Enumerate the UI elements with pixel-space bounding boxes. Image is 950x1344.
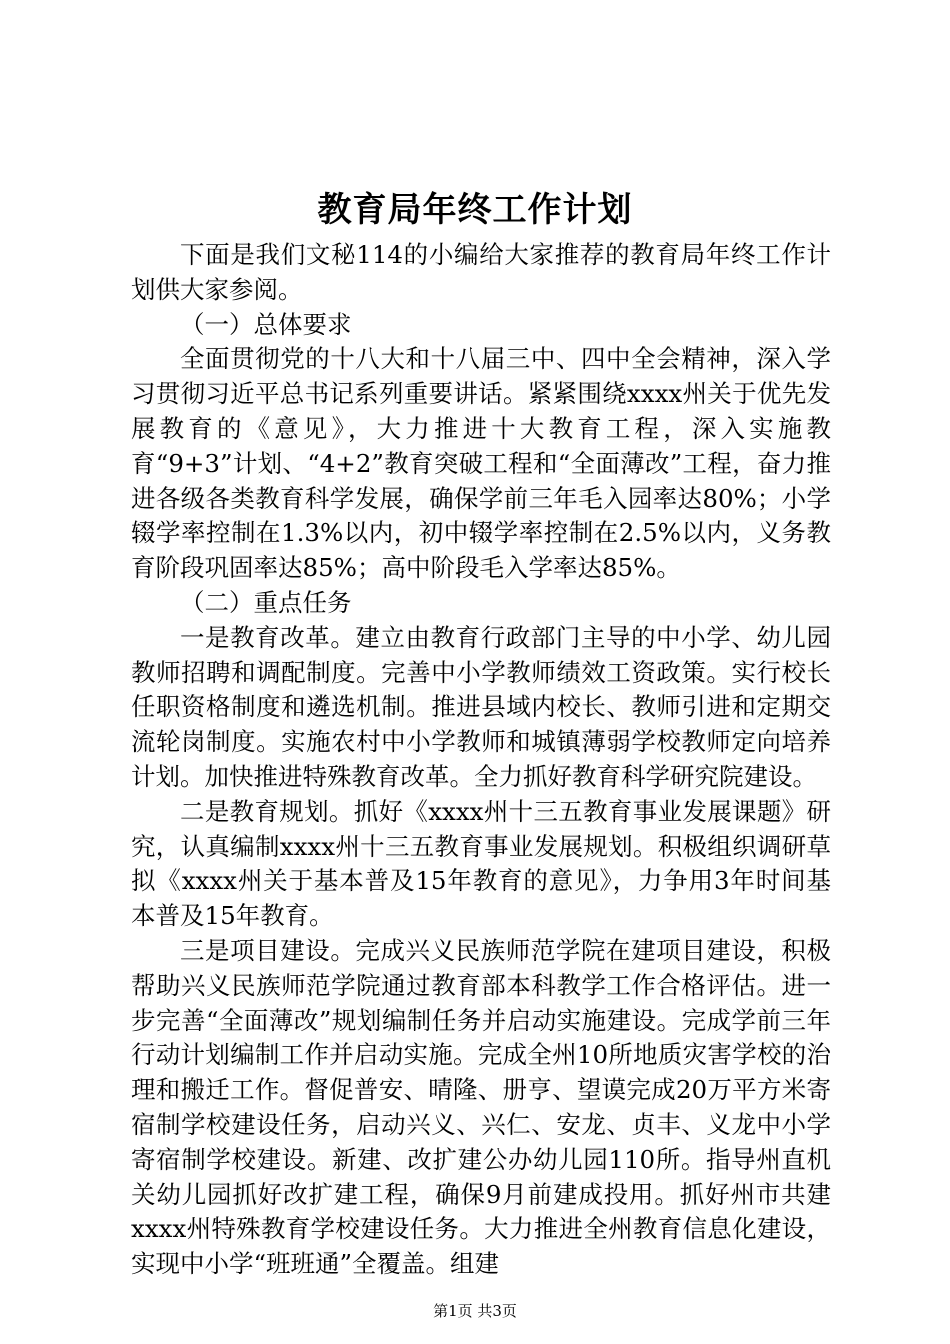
document-title: 教育局年终工作计划 <box>317 190 633 230</box>
paragraph-reform: 一是教育改革。建立由教育行政部门主导的中小学、幼儿园教师招聘和调配制度。完善中小学教师绩效工资政策。实行校长任职资格制度和遴选机制。推进县域内校长、教师引进和定期交流轮岗制度。实施农村中小学教师和城镇薄弱学校教师定向培养计划。加快推进特殊教育改革。全力抓好教育科学研究院建设。 <box>131 622 831 791</box>
paragraph-planning: 二是教育规划。抓好《xxxx州十三五教育事业发展课题》研究，认真编制xxxx州十三五教育事业发展规划。积极组织调研草拟《xxxx州关于基本普及15年教育的意见》，力争用3年时间基本普及15年教育。 <box>131 796 831 931</box>
document-body <box>131 238 831 1282</box>
paragraph-overall-requirements: 全面贯彻党的十八大和十八届三中、四中全会精神，深入学习贯彻习近平总书记系列重要讲话。紧紧围绕xxxx州关于优先发展教育的《意见》，大力推进十大教育工程，深入实施教育“9+3”计划、“4+2”教育突破工程和“全面薄改”工程，奋力推进各级各类教育科学发展，确保学前三年毛入园率达80%；小学辍学率控制在1.3%以内，初中辍学率控制在2.5%以内，义务教育阶段巩固率达85%；高中阶段毛入学率达85%。 <box>131 344 831 583</box>
page-footer: 第1页 共3页 <box>433 1302 517 1320</box>
paragraph-intro: 下面是我们文秘114的小编给大家推荐的教育局年终工作计划供大家参阅。 <box>131 240 831 304</box>
paragraph-projects: 三是项目建设。完成兴义民族师范学院在建项目建设，积极帮助兴义民族师范学院通过教育部本科教学工作合格评估。进一步完善“全面薄改”规划编制任务并启动实施建设。完成学前三年行动计划编制工作并启动实施。完成全州10所地质灾害学校的治理和搬迁工作。督促普安、晴隆、册亨、望谟完成20万平方米寄宿制学校建设任务，启动兴义、兴仁、安龙、贞丰、义龙中小学寄宿制学校建设。新建、改扩建公办幼儿园110所。指导州直机关幼儿园抓好改扩建工程，确保9月前建成投用。抓好州市共建xxxx州特殊教育学校建设任务。大力推进全州教育信息化建设，实现中小学“班班通”全覆盖。组建 <box>131 935 831 1279</box>
section-heading-overall: （一）总体要求 <box>180 309 352 339</box>
section-heading-key-tasks: （二）重点任务 <box>180 587 352 617</box>
